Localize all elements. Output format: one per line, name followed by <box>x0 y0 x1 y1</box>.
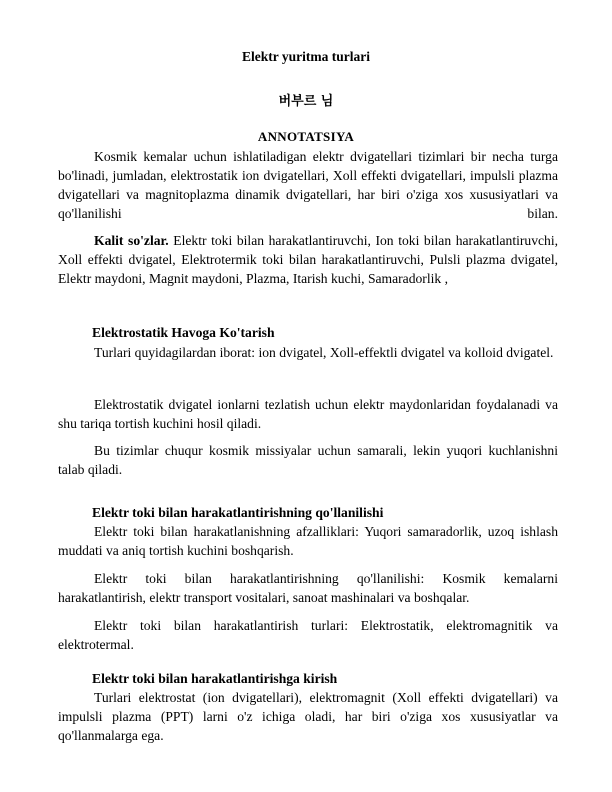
annotation-heading: ANNOTATSIYA <box>257 129 355 144</box>
keywords-paragraph <box>58 231 558 288</box>
author-name: 버부르 님 <box>278 94 334 109</box>
section-heading: Elektr toki bilan harakatlantirishning qo'llanilishi <box>92 505 384 520</box>
paragraph: Turlari quyidagilardan iborat: ion dvigatel, Xoll-effektli dvigatel va kolloid dvigatel. <box>94 345 554 360</box>
paragraph: Elektr toki bilan harakatlanishning afzalliklari: Yuqori samaradorlik, uzoq ishlash muddati va aniq tortish kuchini boshqarish. <box>58 524 558 558</box>
paragraph: Turlari elektrostat (ion dvigatellari), elektromagnit (Xoll effekti dvigatellari) va impulsli plazma (PPT) larni o'z ichiga oladi, har biri o'ziga xos xususiyatlar va qo'llanmalarga ega. <box>58 690 558 743</box>
document-title: Elektr yuritma turlari <box>242 49 370 64</box>
section-heading: Elektrostatik Havoga Ko'tarish <box>92 325 275 340</box>
paragraph: Elektrostatik dvigatel ionlarni tezlatish uchun elektr maydonlaridan foydalanadi va shu tariqa tortish kuchini hosil qiladi. <box>58 397 558 431</box>
keywords-text: Elektr toki bilan harakatlantiruvchi, Ion toki bilan harakatlantiruvchi, Xoll effekti dvigatel, Elektrotermik toki bilan harakatlantiruvchi, Pulsli plazma dvigatel, Elektr maydoni, Magnit maydoni, Plazma, Itarish kuchi, Samaradorlik , <box>58 233 558 286</box>
paragraph: Elektr toki bilan harakatlantirishning qo'llanilishi: Kosmik kemalarni harakatlantirish, elektr transport vositalari, sanoat mashinalari va boshqalar. <box>58 571 558 605</box>
section-heading: Elektr toki bilan harakatlantirishga kirish <box>92 671 338 686</box>
paragraph: Elektr toki bilan harakatlantirish turlari: Elektrostatik, elektromagnitik va elektrotermal. <box>58 618 558 652</box>
annotation-paragraph: Kosmik kemalar uchun ishlatiladigan elektr dvigatellari tizimlari bir necha turga bo'linadi, jumladan, elektrostatik ion dvigatellari, Xoll effekti dvigatellari, impulsli plazma dvigatellari va magnitoplazma dinamik dvigatellari, har biri o'ziga xos xususiyatlari va qo'llanilishi bilan. <box>58 149 558 221</box>
keywords-label: Kalit so'zlar. <box>94 233 169 248</box>
paragraph: Bu tizimlar chuqur kosmik missiyalar uchun samarali, lekin yuqori kuchlanishni talab qiladi. <box>58 443 558 477</box>
